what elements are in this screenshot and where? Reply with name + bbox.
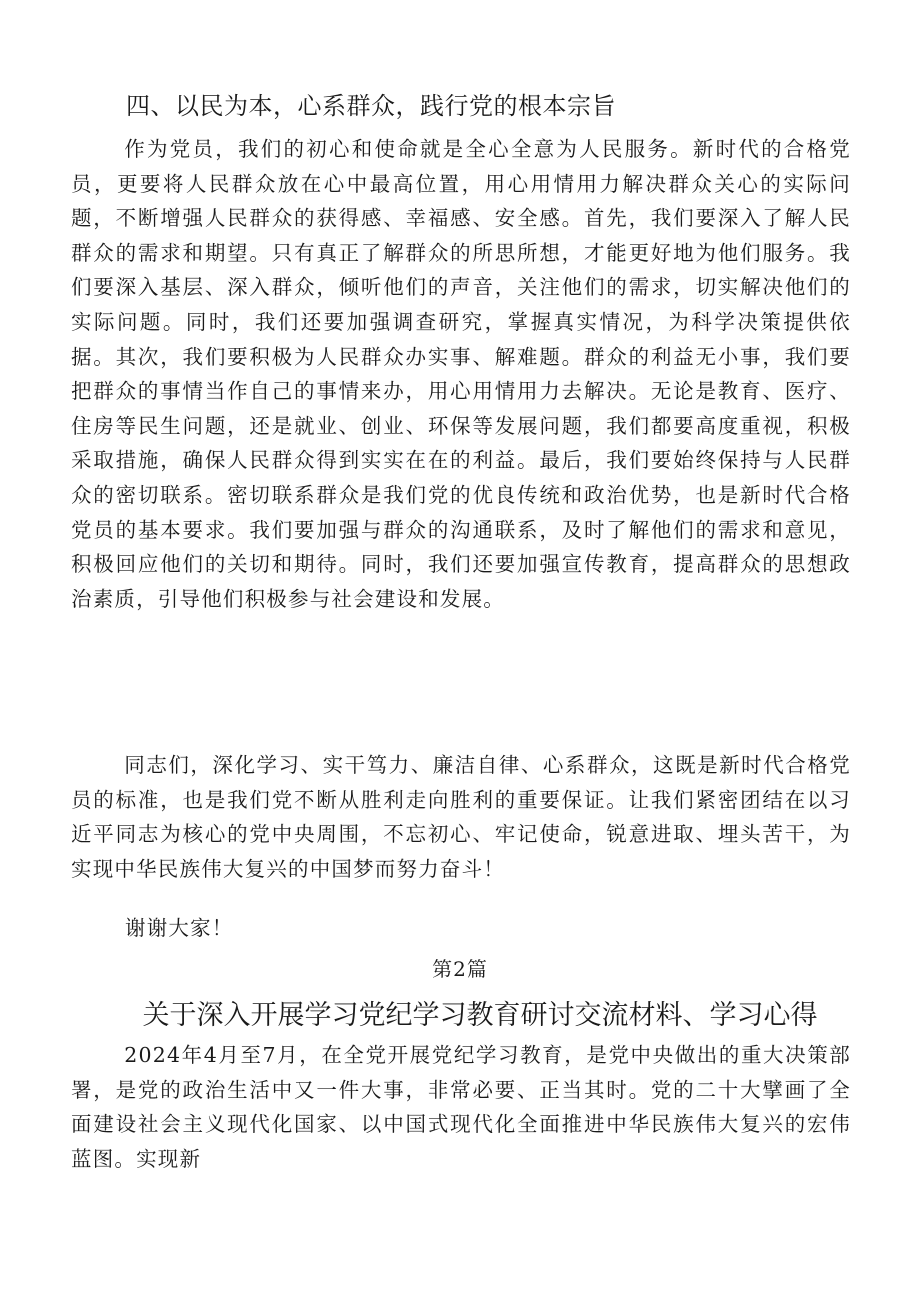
- section-heading: 四、以民为本，心系群众，践行党的根本宗旨: [126, 92, 616, 120]
- body-paragraph: 作为党员，我们的初心和使命就是全心全意为人民服务。新时代的合格党员，更要将人民群众放在心中最高位置，用心用情用力解决群众关心的实际问题，不断增强人民群众的获得感、幸福感、安全感。首先，我们要深入了解人民群众的需求和期望。只有真正了解群众的所思所想，才能更好地为他们服务。我们要深入基层、深入群众，倾听他们的声音，关注他们的需求，切实解决他们的实际问题。同时，我们还要加强调查研究，掌握真实情况，为科学决策提供依据。其次，我们要积极为人民群众办实事、解难题。群众的利益无小事，我们要把群众的事情当作自己的事情来办，用心用情用力去解决。无论是教育、医疗、住房等民生问题，还是就业、创业、环保等发展问题，我们都要高度重视，积极采取措施，确保人民群众得到实实在在的利益。最后，我们要始终保持与人民群众的密切联系。密切联系群众是我们党的优良传统和政治优势，也是新时代合格党员的基本要求。我们要加强与群众的沟通联系，及时了解他们的需求和意见，积极回应他们的关切和期待。同时，我们还要加强宣传教育，提高群众的思想政治素质，引导他们积极参与社会建设和发展。: [71, 137, 851, 611]
- closing-paragraph: 同志们，深化学习、实干笃力、廉洁自律、心系群众，这既是新时代合格党员的标准，也是我们党不断从胜利走向胜利的重要保证。让我们紧密团结在以习近平同志为核心的党中央周围，不忘初心、牢记使命，锐意进取、埋头苦干，为实现中华民族伟大复兴的中国梦而努力奋斗！: [71, 753, 851, 881]
- article-title: 关于深入开展学习党纪学习教育研讨交流材料、学习心得: [142, 1000, 818, 1031]
- article-intro-paragraph: 2024年4月至7月，在全党开展党纪学习教育，是党中央做出的重大决策部署，是党的政治生活中又一件大事，非常必要、正当其时。党的二十大擘画了全面建设社会主义现代化国家、以中国式现代化全面推进中华民族伟大复兴的宏伟蓝图。实现新: [71, 1043, 851, 1171]
- thanks-line: 谢谢大家！: [125, 916, 234, 940]
- article-number: 第2篇: [432, 957, 488, 981]
